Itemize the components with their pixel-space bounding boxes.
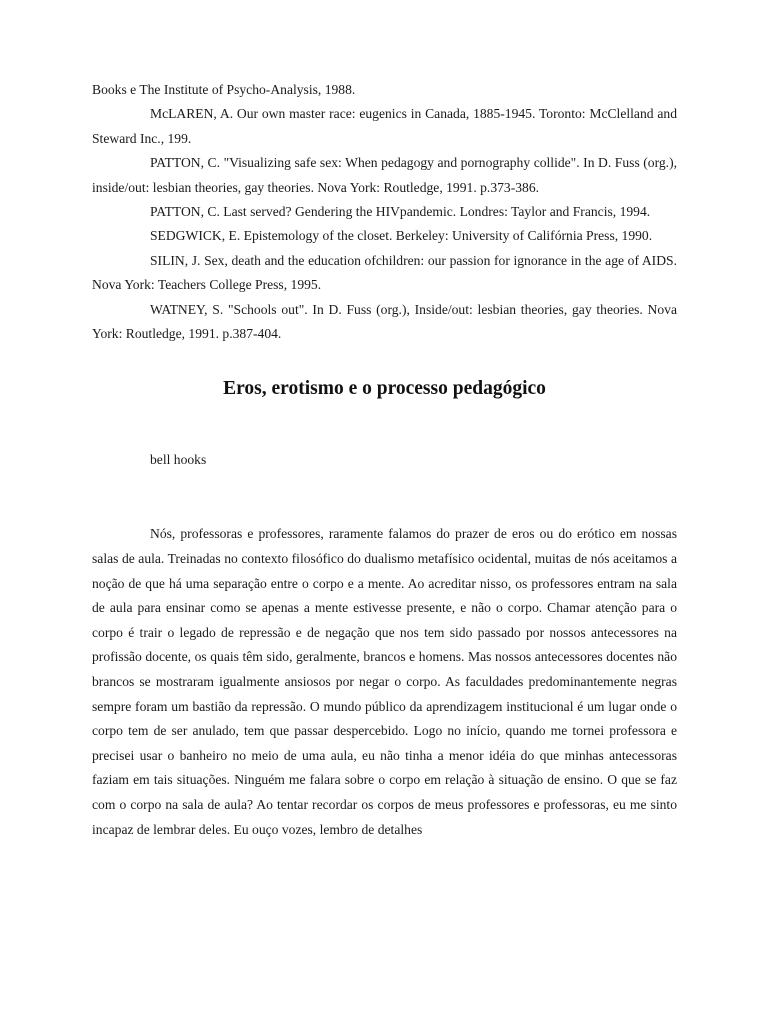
reference-entry: WATNEY, S. "Schools out". In D. Fuss (org.), Inside/out: lesbian theories, gay theories. Nova York: Routledge, 1991. p.387-404. [92,301,677,342]
reference-list [92,78,677,346]
reference-entry: PATTON, C. Last served? Gendering the HIVpandemic. Londres: Taylor and Francis, 1994. [150,204,651,220]
reference-entry: PATTON, C. "Visualizing safe sex: When pedagogy and pornography collide". In D. Fuss (org.), inside/out: lesbian theories, gay theories. Nova York: Routledge, 1991. p.373-386. [92,155,677,195]
body-paragraph: Nós, professoras e professores, raramente falamos do prazer de eros ou do erótico em nossas salas de aula. Treinadas no contexto filosófico do dualismo metafísico ocidental, muitas de nós aceitamos a noção de que há uma separação entre o corpo e a mente. Ao acreditar nisso, os professores entram na sala de aula para ensinar como se apenas a mente estivesse presente, e não o corpo. Chamar atenção para o corpo é trair o legado de repressão e de negação que nos tem sido passado por nossos antecessores na profissão docente, os quais têm sido, geralmente, brancos e homens. Mas nossos antecessores docentes não brancos se mostraram igualmente ansiosos por negar o corpo. As faculdades predominantemente negras sempre foram um bastião da repressão. O mundo público da aprendizagem institucional é um lugar onde o corpo tem de ser anulado, tem que passar despercebido. Logo no início, quando me tornei professora e precisei usar o banheiro no meio de uma aula, eu não tinha a menor idéia do que minhas antecessoras faziam em tais situações. Ninguém me falara sobre o corpo em relação à situação de ensino. O que se faz com o corpo na sala de aula? Ao tentar recordar os corpos de meus professores e professoras, eu me sinto incapaz de lembrar deles. Eu ouço vozes, lembro de detalhes [92,526,677,837]
document-page [92,78,677,842]
reference-entry: SEDGWICK, E. Epistemology of the closet. Berkeley: University of Califórnia Press, 1990. [150,228,653,244]
reference-entry: SILIN, J. Sex, death and the education ofchildren: our passion for ignorance in the age of AIDS. Nova York: Teachers College Press, 1995. [92,252,677,293]
reference-entry: McLAREN, A. Our own master race: eugenics in Canada, 1885-1945. Toronto: McClelland and Steward Inc., 199. [92,106,677,146]
chapter-title: Eros, erotismo e o processo pedagógico [223,378,546,400]
reference-entry: Books e The Institute of Psycho-Analysis, 1988. [92,82,356,97]
chapter-author: bell hooks [150,452,207,468]
